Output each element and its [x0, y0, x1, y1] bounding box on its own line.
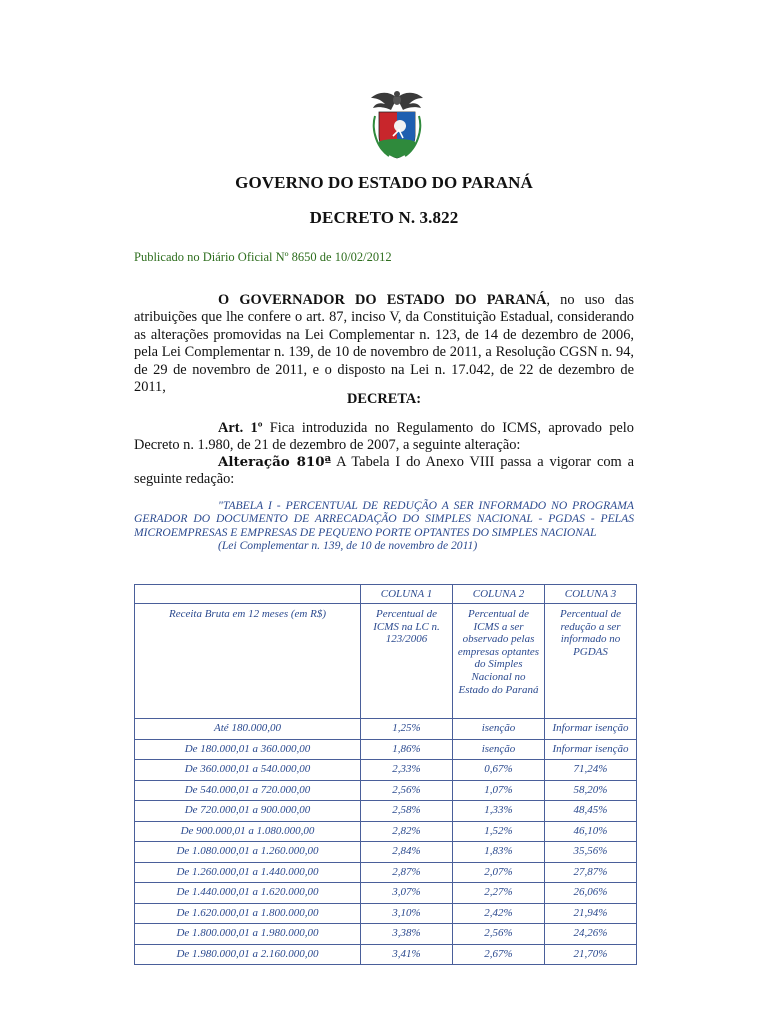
column-group-row — [135, 585, 637, 604]
table-cell: De 1.800.000,01 a 1.980.000,00 — [135, 924, 361, 945]
table-header-cell: Percentual de ICMS na LC n. 123/2006 — [361, 604, 453, 719]
table-cell: 0,67% — [453, 760, 545, 781]
article-label: Art. 1º — [218, 420, 263, 436]
table-cell: isenção — [453, 739, 545, 760]
table-row — [135, 883, 637, 904]
table-cell: 1,07% — [453, 780, 545, 801]
table-row — [135, 924, 637, 945]
table-cell: isenção — [453, 719, 545, 740]
decreta-heading: DECRETA: — [346, 391, 422, 407]
table-cell: 71,24% — [545, 760, 637, 781]
table-header-cell: COLUNA 1 — [361, 585, 453, 604]
table-row — [135, 842, 637, 863]
table-header-cell: Percentual de redução a ser informado no PGDAS — [545, 604, 637, 719]
table-cell: 2,56% — [361, 780, 453, 801]
table-cell: De 1.620.000,01 a 1.800.000,00 — [135, 903, 361, 924]
preamble-lead: O GOVERNADOR DO ESTADO DO PARANÁ — [218, 292, 547, 308]
table-cell: 2,82% — [361, 821, 453, 842]
table-header-cell: Receita Bruta em 12 meses (em R$) — [135, 604, 361, 719]
table-cell: 1,83% — [453, 842, 545, 863]
table-cell: De 900.000,01 a 1.080.000,00 — [135, 821, 361, 842]
table-cell: 2,87% — [361, 862, 453, 883]
table-row — [135, 903, 637, 924]
table-cell: 26,06% — [545, 883, 637, 904]
table-row — [135, 739, 637, 760]
published-note: Publicado no Diário Oficial Nº 8650 de 10/02/2012 — [134, 250, 392, 264]
preamble-paragraph — [134, 292, 634, 396]
table-cell: 3,41% — [361, 944, 453, 965]
column-header-row — [135, 604, 637, 719]
table-cell: 48,45% — [545, 801, 637, 822]
table-cell: 1,52% — [453, 821, 545, 842]
table-cell: 21,70% — [545, 944, 637, 965]
article-paragraph — [134, 420, 634, 455]
table-cell: De 1.440.000,01 a 1.620.000,00 — [135, 883, 361, 904]
table-cell: De 1.980.000,01 a 2.160.000,00 — [135, 944, 361, 965]
table-cell: 46,10% — [545, 821, 637, 842]
table-title — [134, 499, 634, 553]
table-cell: 27,87% — [545, 862, 637, 883]
table-row — [135, 944, 637, 965]
table-cell: 21,94% — [545, 903, 637, 924]
table-cell: 2,84% — [361, 842, 453, 863]
table-cell: 2,27% — [453, 883, 545, 904]
table-cell: 1,86% — [361, 739, 453, 760]
table-row — [135, 801, 637, 822]
table-header-cell: COLUNA 3 — [545, 585, 637, 604]
table-row — [135, 821, 637, 842]
table-cell: 24,26% — [545, 924, 637, 945]
alteration-text: A Tabela I do Anexo VIII passa a vigorar com a seguinte redação: — [134, 454, 634, 488]
table-title-sub: (Lei Complementar n. 139, de 10 de novembro de 2011) — [218, 539, 478, 553]
table-cell: 2,42% — [453, 903, 545, 924]
table-cell: 1,25% — [361, 719, 453, 740]
coat-of-arms-icon — [367, 86, 427, 160]
table-cell: 2,07% — [453, 862, 545, 883]
table-header-cell: Percentual de ICMS a ser observado pelas empresas optantes do Simples Nacional no Estado do Paraná — [453, 604, 545, 719]
table-row — [135, 760, 637, 781]
icms-rate-table — [134, 584, 637, 965]
table-cell: De 1.080.000,01 a 1.260.000,00 — [135, 842, 361, 863]
table-title-main: "TABELA I - PERCENTUAL DE REDUÇÃO A SER INFORMADO NO PROGRAMA GERADOR DO DOCUMENTO DE ARRECADAÇÃO DO SIMPLES NACIONAL - PGDAS - PELAS MICROEMPRESAS E EMPRESAS DE PEQUENO PORTE OPTANTES DO SIMPLES NACIONAL — [134, 499, 634, 539]
table-header-cell — [135, 585, 361, 604]
table-cell: 3,38% — [361, 924, 453, 945]
table-cell: Informar isenção — [545, 719, 637, 740]
table-row — [135, 780, 637, 801]
table-cell: Informar isenção — [545, 739, 637, 760]
table-cell: 1,33% — [453, 801, 545, 822]
table-cell: De 360.000,01 a 540.000,00 — [135, 760, 361, 781]
table-header-cell: COLUNA 2 — [453, 585, 545, 604]
preamble-text: , no uso das atribuições que lhe confere o art. 87, inciso V, da Constituição Estadual, considerando as alterações promovidas na Lei Complementar n. 123, de 14 de dezembro de 2006, pela Lei Complementar n. 139, de 10 de novembro de 2011, a Resolução CGSN n. 94, de 29 de novembro de 2011, e o disposto na Lei n. 17.042, de 22 de dezembro de 2011, — [134, 292, 634, 396]
table-cell: 2,33% — [361, 760, 453, 781]
table-row — [135, 719, 637, 740]
alteration-paragraph — [134, 454, 634, 489]
table-cell: De 1.260.000,01 a 1.440.000,00 — [135, 862, 361, 883]
table-row — [135, 862, 637, 883]
table-cell: 3,07% — [361, 883, 453, 904]
decree-title: DECRETO N. 3.822 — [309, 208, 459, 227]
table-cell: 35,56% — [545, 842, 637, 863]
article-text: Fica introduzida no Regulamento do ICMS, aprovado pelo Decreto n. 1.980, de 21 de dezembro de 2007, a seguinte alteração: — [134, 420, 635, 454]
table-cell: 2,56% — [453, 924, 545, 945]
table-cell: 58,20% — [545, 780, 637, 801]
table-cell: De 180.000,01 a 360.000,00 — [135, 739, 361, 760]
table-cell: 2,67% — [453, 944, 545, 965]
alteration-label: Alteração 810ª — [218, 454, 332, 470]
table-cell: 2,58% — [361, 801, 453, 822]
table-cell: De 720.000,01 a 900.000,00 — [135, 801, 361, 822]
table-cell: Até 180.000,00 — [135, 719, 361, 740]
table-cell: De 540.000,01 a 720.000,00 — [135, 780, 361, 801]
government-heading: GOVERNO DO ESTADO DO PARANÁ — [235, 173, 533, 192]
table-cell: 3,10% — [361, 903, 453, 924]
